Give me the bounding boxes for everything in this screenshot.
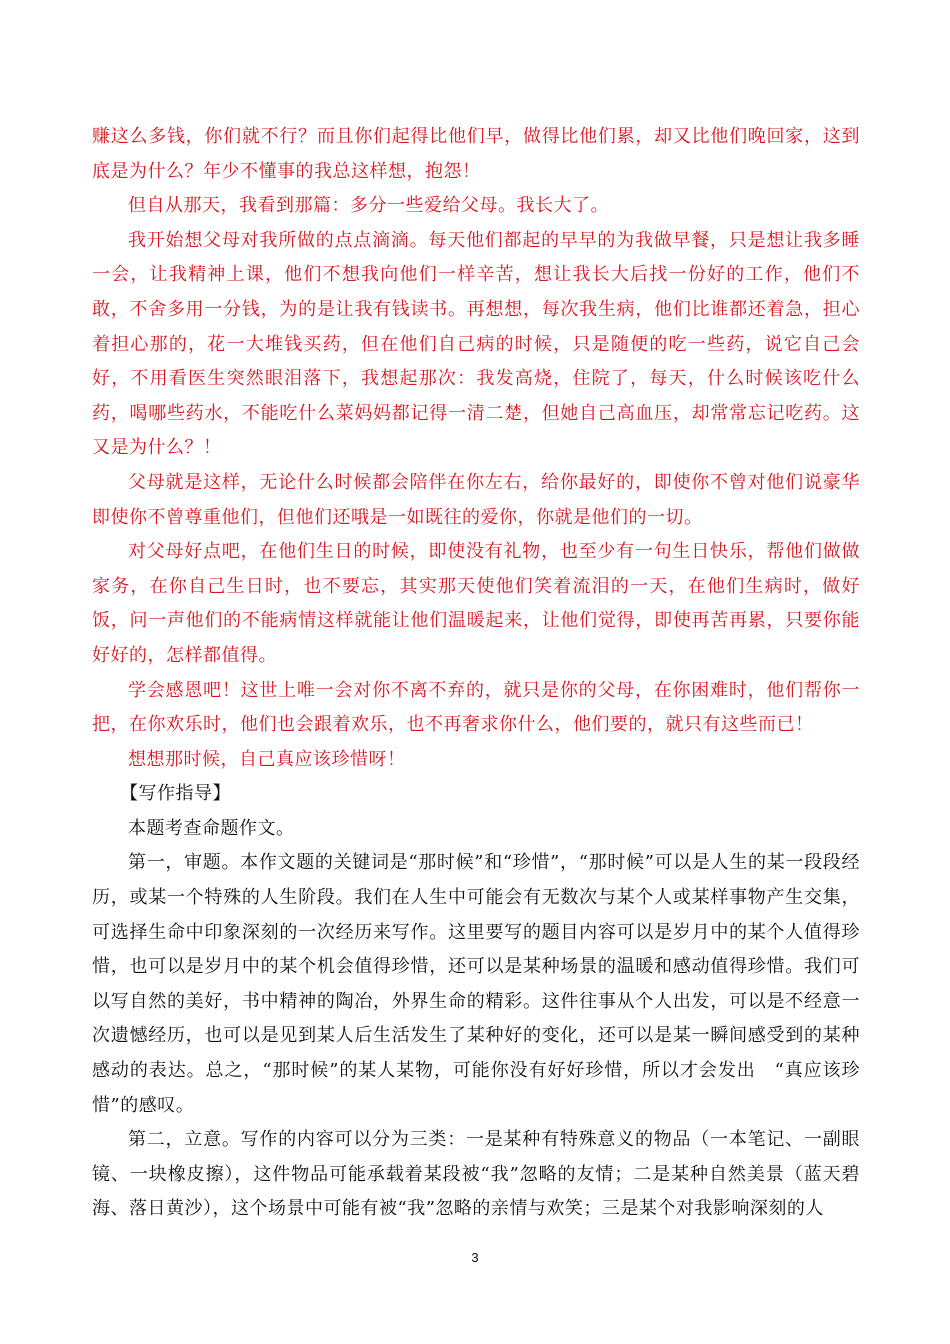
essay-paragraph-5: 对父母好点吧，在他们生日的时候，即使没有礼物，也至少有一句生日快乐，帮他们做做家务，在你自己生日时，也不要忘，其实那天使他们笑着流泪的一天，在他们生病时，做好饭，问一声他们的不能病情这样就能让他们温暖起来，让他们觉得，即使再苦再累，只要你能好好的，怎样都值得。 xyxy=(92,541,860,666)
essay-paragraph-4: 父母就是这样，无论什么时候都会陪伴在你左右，给你最好的，即使你不曾对他们说豪华即使你不曾尊重他们，但他们还哦是一如既往的爱你，你就是他们的一切。 xyxy=(92,471,860,528)
essay-paragraph-3: 我开始想父母对我所做的点点滴滴。每天他们都起的早早的为我做早餐，只是想让我多睡一会，让我精神上课，他们不想我向他们一样辛苦，想让我长大后找一份好的工作，他们不敢，不舍多用一分钱，为的是让我有钱读书。再想想，每次我生病，他们比谁都还着急，担心着担心那的，花一大堆钱买药，但在他们自己病的时候，只是随便的吃一些药，说它自己会好，不用看医生突然眼泪落下，我想起那次：我发高烧，住院了，每天，什么时候该吃什么药，喝哪些药水，不能吃什么菜妈妈都记得一清二楚，但她自己高血压，却常常忘记吃药。这又是为什么？！ xyxy=(92,229,860,459)
essay-paragraph-7: 想想那时候，自己真应该珍惜呀！ xyxy=(128,748,406,770)
essay-paragraph-2: 但自从那天，我看到那篇：多分一些爱给父母。我长大了。 xyxy=(128,195,609,217)
essay-paragraph-6: 学会感恩吧！这世上唯一会对你不离不弃的，就只是你的父母，在你困难时，他们帮你一把，在你欢乐时，他们也会跟着欢乐，也不再奢求你什么，他们要的，就只有这些而已！ xyxy=(92,679,860,736)
writing-guide-paragraph-2: 第二，立意。写作的内容可以分为三类：一是某种有特殊意义的物品（一本笔记、一副眼镜、一块橡皮擦），这件物品可能承载着某段被“我”忽略的友情；二是某种自然美景（蓝天碧海、落日黄沙），这个场景中可能有被“我”忽略的亲情与欢笑；三是某个对我影响深刻的人 xyxy=(92,1129,860,1220)
page-number: 3 xyxy=(471,1250,479,1265)
essay-paragraph-1: 赚这么多钱，你们就不行？而且你们起得比他们早，做得比他们累，却又比他们晚回家，这到底是为什么？年少不懂事的我总这样想，抱怨！ xyxy=(92,126,860,182)
writing-guide-intro: 本题考查命题作文。 xyxy=(128,817,295,839)
page-content xyxy=(92,120,860,1227)
writing-guide-heading: 【写作指导】 xyxy=(120,783,231,805)
writing-guide-paragraph-1: 第一，审题。本作文题的关键词是“那时候”和“珍惜”，“那时候”可以是人生的某一段段经历，或某一个特殊的人生阶段。我们在人生中可能会有无数次与某个人或某样事物产生交集，可选择生命中印象深刻的一次经历来写作。这里要写的题目内容可以是岁月中的某个人值得珍惜，也可以是岁月中的某个机会值得珍惜，还可以是某种场景的温暖和感动值得珍惜。我们可以写自然的美好，书中精神的陶冶，外界生命的精彩。这件往事从个人出发，可以是不经意一次遗憾经历，也可以是见到某人后生活发生了某种好的变化，还可以是某一瞬间感受到的某种感动的表达。总之，“那时候”的某人某物，可能你没有好好珍惜，所以才会发出 “真应该珍惜”的感叹。 xyxy=(92,852,860,1116)
